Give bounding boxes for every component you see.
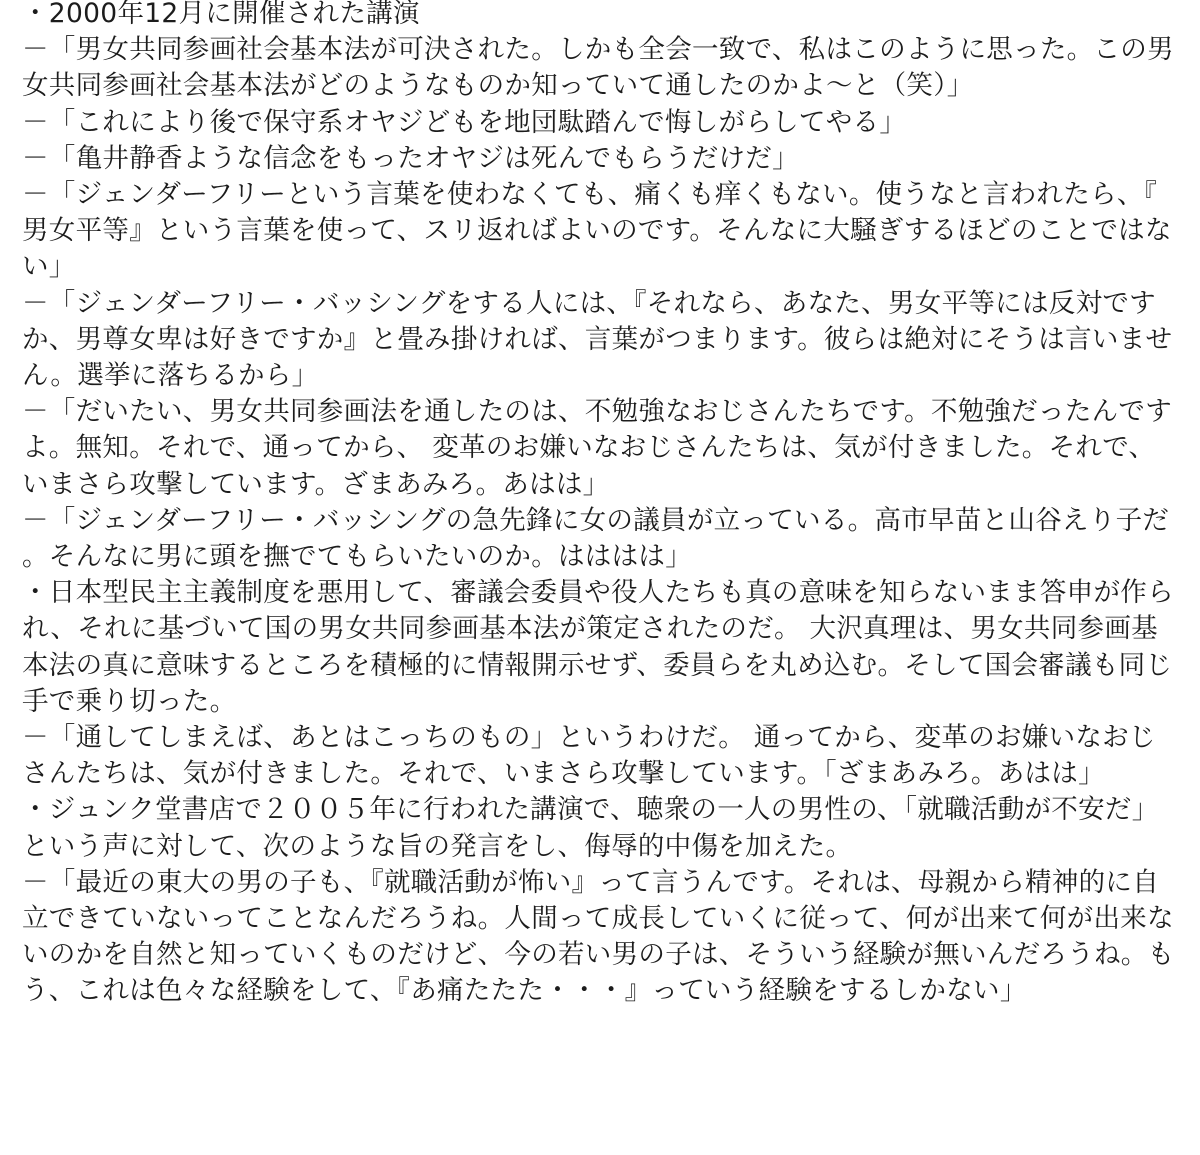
paragraph-quote-bashing-response: －「ジェンダーフリー・バッシングをする人には、『それなら、あなた、男女平等には反対ですか、男尊女卑は好きですか』と畳み掛ければ、言葉がつまります。彼らは絶対にそうは言いません。選挙に落ちるから」: [22, 287, 1173, 392]
paragraph-quote-law-passed: －「男女共同参画社会基本法が可決された。しかも全会一致で、私はこのように思った。この男女共同参画社会基本法がどのようなものか知っていて通したのかよ～と（笑）」: [22, 34, 1174, 102]
paragraph-quote-todai-boys: －「最近の東大の男の子も、『就職活動が怖い』って言うんです。それは、母親から精神的に自立できていないってことなんだろうね。人間って成長していくに従って、何が出来て何が出来ないのかを自然と知っていくものだけど、今の若い男の子は、そういう経験が無いんだろうね。もう、これは色々な経験をして、『あ痛たたた・・・』っていう経験をするしかない」: [22, 866, 1175, 1007]
paragraph-quote-conservatives: －「これにより後で保守系オヤジどもを地団駄踏んで悔しがらしてやる」: [22, 106, 907, 138]
document-body: [22, 0, 1176, 1010]
paragraph-quote-gender-free-word: －「ジェンダーフリーという言葉を使わなくても、痛くも痒くもない。使うなと言われたら、『男女平等』という言葉を使って、スリ返ればよいのです。そんなに大騒ぎするほどのことではない」: [22, 179, 1172, 283]
paragraph-quote-once-passed: －「通してしまえば、あとはこっちのもの」というわけだ。 通ってから、変革のお嫌いなおじさんたちは、気が付きました。それで、いまさら攻撃しています。「ざまあみろ。あはは」: [22, 722, 1156, 790]
paragraph-quote-female-legislators: －「ジェンダーフリー・バッシングの急先鋒に女の議員が立っている。高市早苗と山谷えり子だ。そんなに男に頭を撫でてもらいたいのか。はははは」: [22, 504, 1170, 573]
paragraph-quote-uninformed-men: －「だいたい、男女共同参画法を通したのは、不勉強なおじさんたちです。不勉強だったんですよ。無知。それで、通ってから、 変革のお嫌いなおじさんたちは、気が付きました。それで、いまさら攻撃しています。ざまあみろ。あはは」: [22, 396, 1173, 500]
paragraph-lecture-2000-heading: ・2000年12月に開催された講演: [22, 0, 420, 29]
paragraph-democracy-abuse: ・日本型民主主義制度を悪用して、審議会委員や役人たちも真の意味を知らないまま答申が作られ、それに基づいて国の男女共同参画基本法が策定されたのだ。 大沢真理は、男女共同参画基本法の真に意味するところを積極的に情報開示せず、委員らを丸め込む。そして国会審議も同じ手で乗り切った。: [22, 577, 1174, 717]
paragraph-quote-kamei: －「亀井静香ような信念をもったオヤジは死んでもらうだけだ」: [22, 142, 799, 174]
paragraph-junkudo-lecture: ・ジュンク堂書店で２００５年に行われた講演で、聴衆の一人の男性の、「就職活動が不安だ」という声に対して、次のような旨の発言をし、侮辱的中傷を加えた。: [22, 794, 1159, 862]
